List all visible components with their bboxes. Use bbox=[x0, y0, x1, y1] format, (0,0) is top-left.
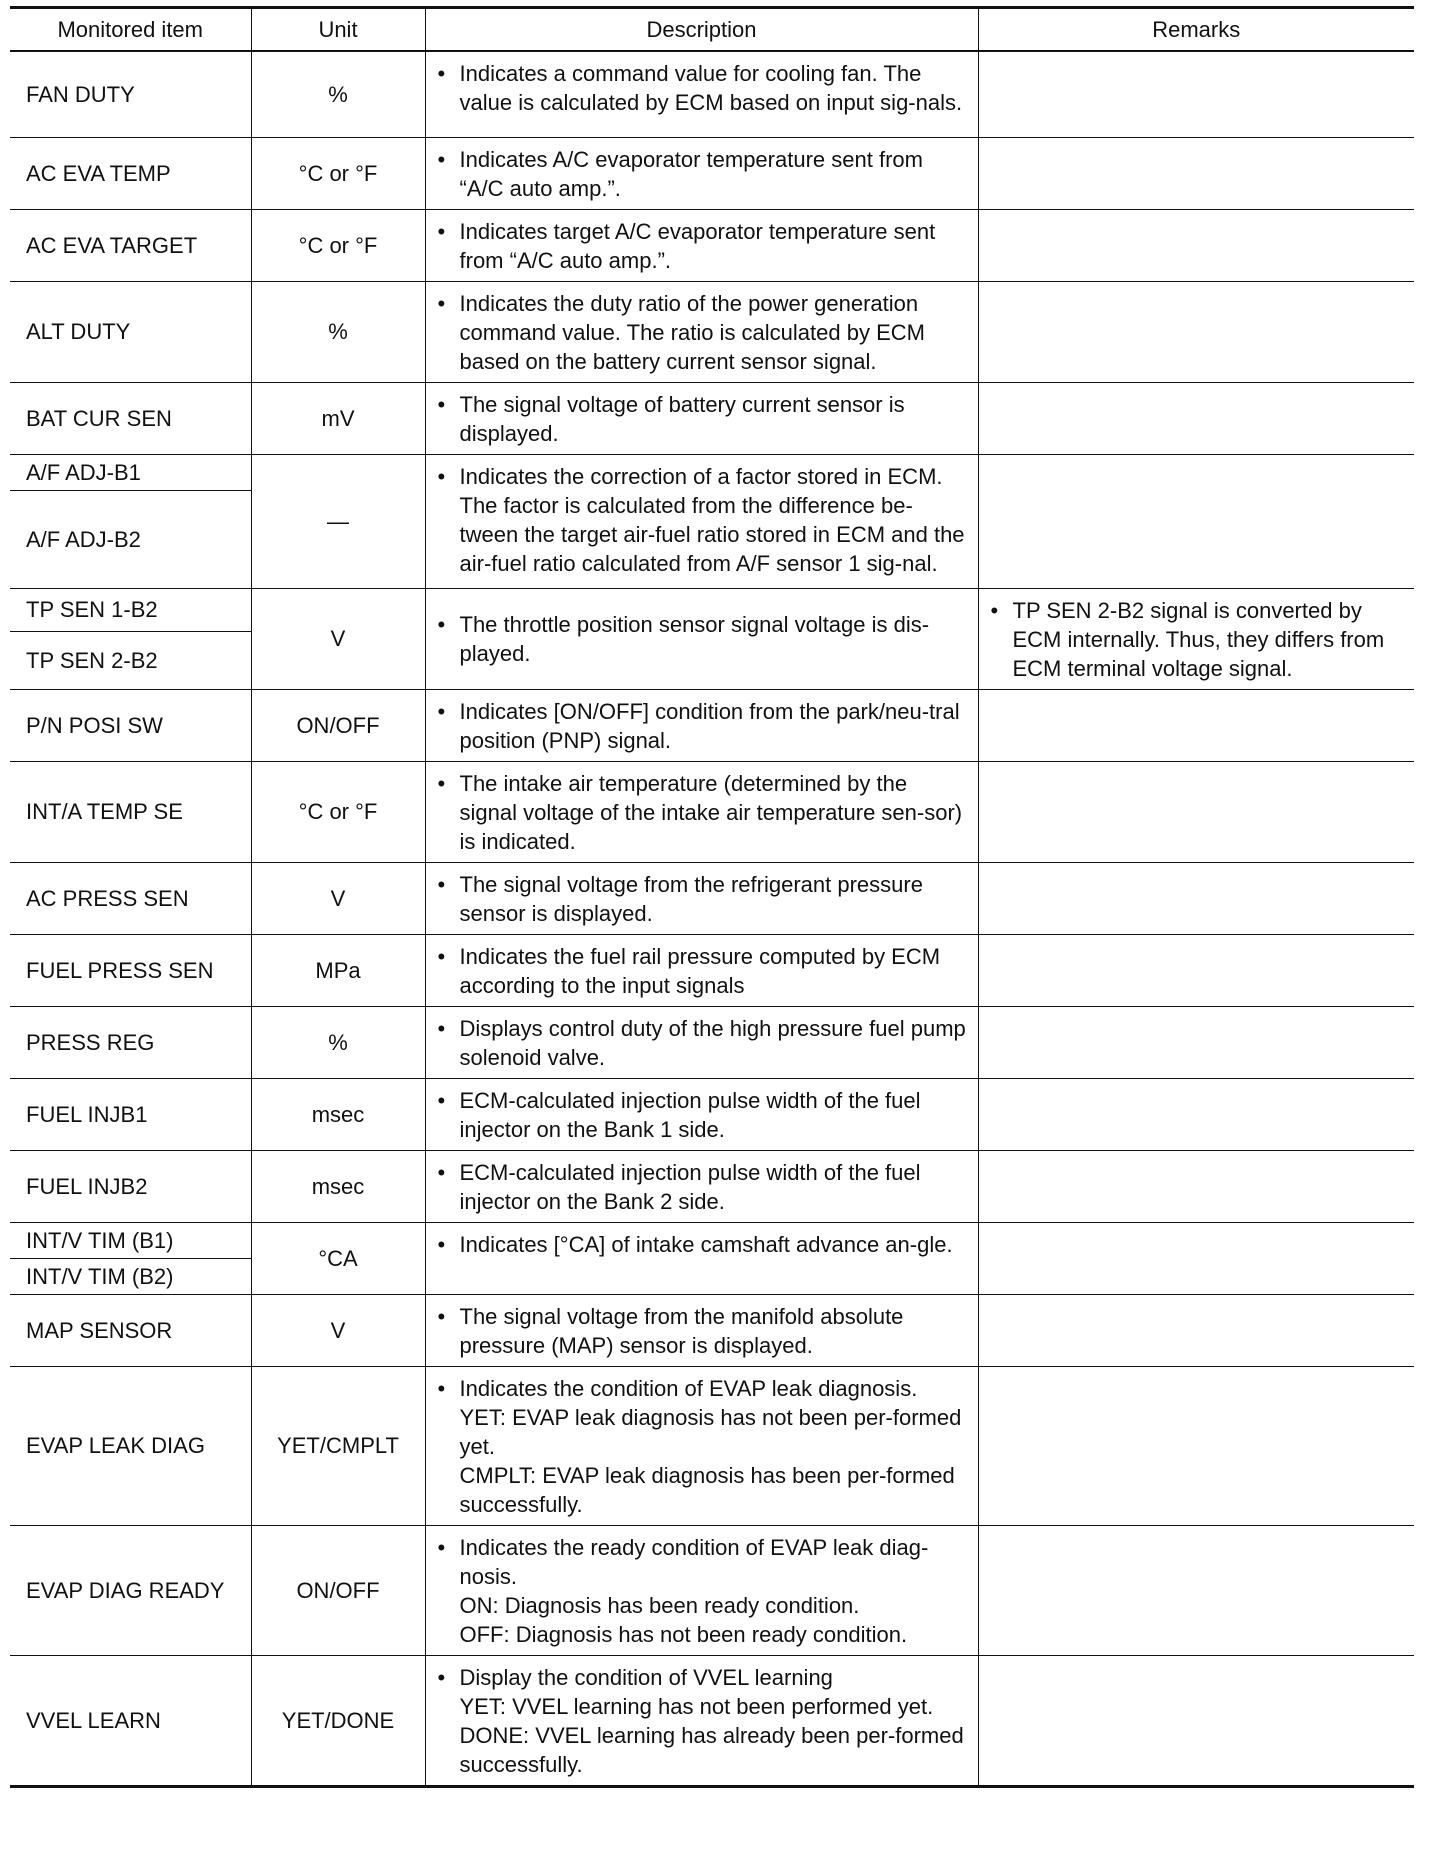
description-text: • Display the condition of VVEL learning bbox=[434, 1663, 970, 1692]
description-text: • Indicates the fuel rail pressure computed by ECM according to the input signals bbox=[434, 942, 970, 1000]
table-row bbox=[10, 689, 1414, 761]
description bbox=[425, 689, 978, 761]
unit: V bbox=[251, 588, 425, 689]
description bbox=[425, 1366, 978, 1525]
monitored-item: A/F ADJ-B2 bbox=[10, 490, 251, 588]
remarks-text: • TP SEN 2-B2 signal is converted by ECM internally. Thus, they differs from ECM terminal voltage signal. bbox=[987, 596, 1407, 683]
monitored-item: MAP SENSOR bbox=[10, 1294, 251, 1366]
unit: msec bbox=[251, 1078, 425, 1150]
remarks bbox=[978, 209, 1414, 281]
description bbox=[425, 454, 978, 588]
description-line: ON: Diagnosis has been ready condition. bbox=[459, 1592, 860, 1618]
description bbox=[425, 1006, 978, 1078]
description-text: • Indicates the correction of a factor stored in ECM. The factor is calculated from the difference be-tween the target air-fuel ratio stored in ECM and the air-fuel ratio calculated from A/F sensor 1 sig-nal. bbox=[434, 462, 970, 578]
description-text: • The signal voltage of battery current sensor is displayed. bbox=[434, 390, 970, 448]
remarks bbox=[978, 1150, 1414, 1222]
monitored-item: TP SEN 2-B2 bbox=[10, 631, 251, 689]
description bbox=[425, 1525, 978, 1655]
description-text: • ECM-calculated injection pulse width of the fuel injector on the Bank 1 side. bbox=[434, 1086, 970, 1144]
monitored-item: FUEL INJB1 bbox=[10, 1078, 251, 1150]
monitored-item: EVAP DIAG READY bbox=[10, 1525, 251, 1655]
description-line: OFF: Diagnosis has not been ready condition. bbox=[459, 1621, 908, 1647]
description-text: • Indicates target A/C evaporator temperature sent from “A/C auto amp.”. bbox=[434, 217, 970, 275]
table-row bbox=[10, 1150, 1414, 1222]
description-text: • The signal voltage from the refrigerant pressure sensor is displayed. bbox=[434, 870, 970, 928]
remarks bbox=[978, 454, 1414, 588]
unit: % bbox=[251, 51, 425, 137]
unit: MPa bbox=[251, 934, 425, 1006]
description bbox=[425, 281, 978, 382]
description-line: YET: EVAP leak diagnosis has not been per-formed yet. bbox=[459, 1404, 962, 1459]
remarks bbox=[978, 281, 1414, 382]
table-row bbox=[10, 51, 1414, 137]
description bbox=[425, 1655, 978, 1786]
monitored-item: AC PRESS SEN bbox=[10, 862, 251, 934]
header-row bbox=[10, 8, 1414, 52]
table-row bbox=[10, 1006, 1414, 1078]
description-text: • Indicates [ON/OFF] condition from the park/neu-tral position (PNP) signal. bbox=[434, 697, 970, 755]
table-row bbox=[10, 209, 1414, 281]
remarks bbox=[978, 1006, 1414, 1078]
monitored-item: AC EVA TEMP bbox=[10, 137, 251, 209]
description-text: • Indicates [°CA] of intake camshaft advance an-gle. bbox=[434, 1230, 970, 1259]
description bbox=[425, 862, 978, 934]
table-row bbox=[10, 761, 1414, 862]
monitored-item: INT/A TEMP SE bbox=[10, 761, 251, 862]
remarks bbox=[978, 1366, 1414, 1525]
unit: V bbox=[251, 1294, 425, 1366]
remarks bbox=[978, 1294, 1414, 1366]
unit: °C or °F bbox=[251, 761, 425, 862]
description bbox=[425, 1150, 978, 1222]
table-row bbox=[10, 454, 1414, 490]
unit: °C or °F bbox=[251, 137, 425, 209]
description-line: YET: VVEL learning has not been performed yet. bbox=[459, 1693, 934, 1719]
description bbox=[425, 1078, 978, 1150]
remarks bbox=[978, 862, 1414, 934]
remarks bbox=[978, 689, 1414, 761]
remarks bbox=[978, 588, 1414, 689]
monitored-item: INT/V TIM (B2) bbox=[10, 1258, 251, 1294]
monitored-item: PRESS REG bbox=[10, 1006, 251, 1078]
unit: V bbox=[251, 862, 425, 934]
remarks bbox=[978, 1078, 1414, 1150]
unit: — bbox=[251, 454, 425, 588]
unit: °C or °F bbox=[251, 209, 425, 281]
monitored-item: ALT DUTY bbox=[10, 281, 251, 382]
description bbox=[425, 209, 978, 281]
monitored-item: FUEL PRESS SEN bbox=[10, 934, 251, 1006]
description-text: • ECM-calculated injection pulse width of the fuel injector on the Bank 2 side. bbox=[434, 1158, 970, 1216]
unit: °CA bbox=[251, 1222, 425, 1294]
remarks bbox=[978, 1655, 1414, 1786]
table-row bbox=[10, 1078, 1414, 1150]
remarks bbox=[978, 761, 1414, 862]
description-text: • Indicates a command value for cooling fan. The value is calculated by ECM based on input sig-nals. bbox=[434, 59, 970, 117]
remarks bbox=[978, 1222, 1414, 1294]
description bbox=[425, 761, 978, 862]
description-text: • The throttle position sensor signal voltage is dis-played. bbox=[434, 610, 970, 668]
table-row bbox=[10, 588, 1414, 631]
description bbox=[425, 934, 978, 1006]
description-text: • Indicates A/C evaporator temperature sent from “A/C auto amp.”. bbox=[434, 145, 970, 203]
description-line: DONE: VVEL learning has already been per-formed successfully. bbox=[459, 1722, 964, 1777]
description bbox=[425, 382, 978, 454]
monitored-items-table bbox=[10, 6, 1414, 1788]
header-remarks: Remarks bbox=[978, 8, 1414, 52]
table-row bbox=[10, 137, 1414, 209]
table-row bbox=[10, 1525, 1414, 1655]
description-text: • The signal voltage from the manifold absolute pressure (MAP) sensor is displayed. bbox=[434, 1302, 970, 1360]
monitored-item: INT/V TIM (B1) bbox=[10, 1222, 251, 1258]
table-row bbox=[10, 862, 1414, 934]
remarks bbox=[978, 1525, 1414, 1655]
description bbox=[425, 1222, 978, 1294]
table-row bbox=[10, 1222, 1414, 1258]
remarks bbox=[978, 137, 1414, 209]
monitored-item: BAT CUR SEN bbox=[10, 382, 251, 454]
remarks bbox=[978, 382, 1414, 454]
monitored-item: P/N POSI SW bbox=[10, 689, 251, 761]
description-text: • Indicates the condition of EVAP leak diagnosis. bbox=[434, 1374, 970, 1403]
description bbox=[425, 1294, 978, 1366]
remarks bbox=[978, 934, 1414, 1006]
unit: YET/DONE bbox=[251, 1655, 425, 1786]
unit: ON/OFF bbox=[251, 1525, 425, 1655]
table-row bbox=[10, 281, 1414, 382]
unit: ON/OFF bbox=[251, 689, 425, 761]
unit: msec bbox=[251, 1150, 425, 1222]
unit: % bbox=[251, 1006, 425, 1078]
description-text: • Indicates the ready condition of EVAP leak diag-nosis. bbox=[434, 1533, 970, 1591]
description bbox=[425, 51, 978, 137]
table-row bbox=[10, 1294, 1414, 1366]
description bbox=[425, 588, 978, 689]
description-text: • Indicates the duty ratio of the power generation command value. The ratio is calculated by ECM based on the battery current sensor signal. bbox=[434, 289, 970, 376]
remarks bbox=[978, 51, 1414, 137]
description-line: CMPLT: EVAP leak diagnosis has been per-formed successfully. bbox=[459, 1462, 955, 1517]
table-row bbox=[10, 934, 1414, 1006]
description-text: • Displays control duty of the high pressure fuel pump solenoid valve. bbox=[434, 1014, 970, 1072]
monitored-item: FUEL INJB2 bbox=[10, 1150, 251, 1222]
monitored-item: AC EVA TARGET bbox=[10, 209, 251, 281]
monitored-item: EVAP LEAK DIAG bbox=[10, 1366, 251, 1525]
table-row bbox=[10, 1366, 1414, 1525]
unit: mV bbox=[251, 382, 425, 454]
header-description: Description bbox=[425, 8, 978, 52]
table-row bbox=[10, 1655, 1414, 1786]
unit: YET/CMPLT bbox=[251, 1366, 425, 1525]
monitored-item: FAN DUTY bbox=[10, 51, 251, 137]
monitored-item: TP SEN 1-B2 bbox=[10, 588, 251, 631]
description bbox=[425, 137, 978, 209]
header-monitored-item: Monitored item bbox=[10, 8, 251, 52]
unit: % bbox=[251, 281, 425, 382]
header-unit: Unit bbox=[251, 8, 425, 52]
monitored-item: VVEL LEARN bbox=[10, 1655, 251, 1786]
table-row bbox=[10, 382, 1414, 454]
description-text: • The intake air temperature (determined by the signal voltage of the intake air temperature sen-sor) is indicated. bbox=[434, 769, 970, 856]
monitored-item: A/F ADJ-B1 bbox=[10, 454, 251, 490]
